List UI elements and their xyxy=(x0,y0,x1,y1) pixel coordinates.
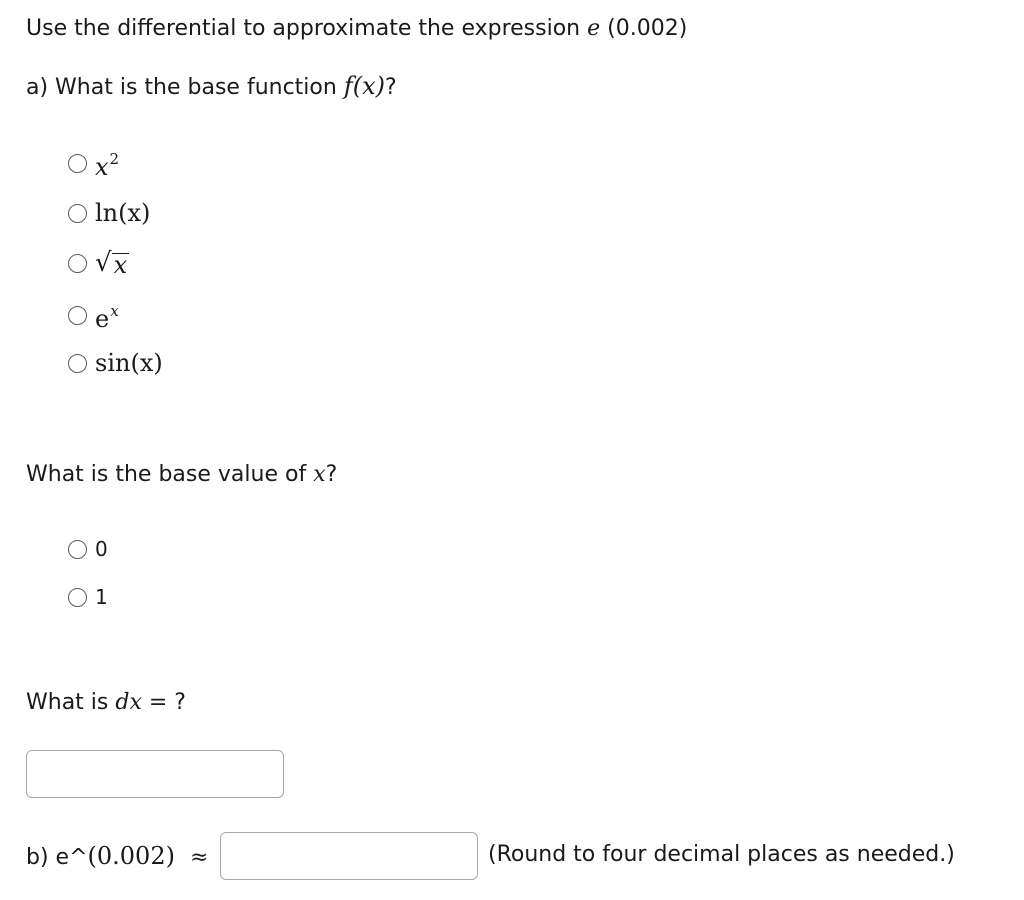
radical-sign: √ xyxy=(95,248,112,278)
exp-base: e xyxy=(95,305,110,333)
rounding-hint: (Round to four decimal places as needed.) xyxy=(488,842,955,867)
x2-base: x xyxy=(95,153,109,181)
exp-exponent: x xyxy=(110,302,119,320)
question-intro xyxy=(26,16,687,41)
option-base-1[interactable] xyxy=(68,582,108,612)
option-e-to-x[interactable] xyxy=(68,300,119,333)
option-label: 1 xyxy=(95,585,108,609)
dx-prompt xyxy=(26,690,186,715)
radio-button[interactable] xyxy=(68,154,87,173)
question-intro-var: e xyxy=(587,16,601,41)
x2-exponent: 2 xyxy=(109,150,120,168)
option-label xyxy=(95,248,129,279)
dx-prompt-suffix: ? xyxy=(174,690,186,715)
option-sqrt-x[interactable] xyxy=(68,248,129,278)
radio-button[interactable] xyxy=(68,306,87,325)
dx-prompt-math: dx xyxy=(115,690,142,715)
radio-button[interactable] xyxy=(68,588,87,607)
part-a-prompt-math: f(x) xyxy=(343,72,385,100)
option-label: sin(x) xyxy=(95,349,163,377)
answer-input[interactable] xyxy=(220,832,478,880)
option-label: ln(x) xyxy=(95,199,151,227)
base-value-prompt-prefix: What is the base value of xyxy=(26,462,314,487)
option-x-squared[interactable] xyxy=(68,148,120,181)
option-ln-x[interactable] xyxy=(68,198,150,228)
radio-button[interactable] xyxy=(68,354,87,373)
part-b-label-prefix: b) e^ xyxy=(26,845,88,870)
option-sin-x[interactable] xyxy=(68,348,163,378)
dx-prompt-eq: = xyxy=(141,690,175,715)
question-intro-arg: (0.002) xyxy=(600,16,688,41)
question-intro-text: Use the differential to approximate the expression xyxy=(26,16,588,41)
part-a-prompt-prefix: a) What is the base function xyxy=(26,75,344,100)
sqrt-radicand: x xyxy=(113,251,128,279)
part-a-prompt xyxy=(26,72,397,100)
option-base-0[interactable] xyxy=(68,534,108,564)
part-a-prompt-suffix: ? xyxy=(384,75,397,100)
radio-button[interactable] xyxy=(68,204,87,223)
part-b-label xyxy=(26,842,208,870)
radio-button[interactable] xyxy=(68,540,87,559)
base-value-prompt xyxy=(26,462,337,487)
base-value-prompt-suffix: ? xyxy=(325,462,338,487)
base-value-prompt-var: x xyxy=(313,462,326,487)
approx-symbol: ≈ xyxy=(189,845,209,870)
dx-prompt-prefix: What is xyxy=(26,690,116,715)
part-b-label-arg: (0.002) xyxy=(87,842,175,870)
option-label xyxy=(95,144,119,182)
dx-input[interactable] xyxy=(26,750,284,798)
option-label xyxy=(95,296,119,334)
option-label: 0 xyxy=(95,537,108,561)
radio-button[interactable] xyxy=(68,254,87,273)
